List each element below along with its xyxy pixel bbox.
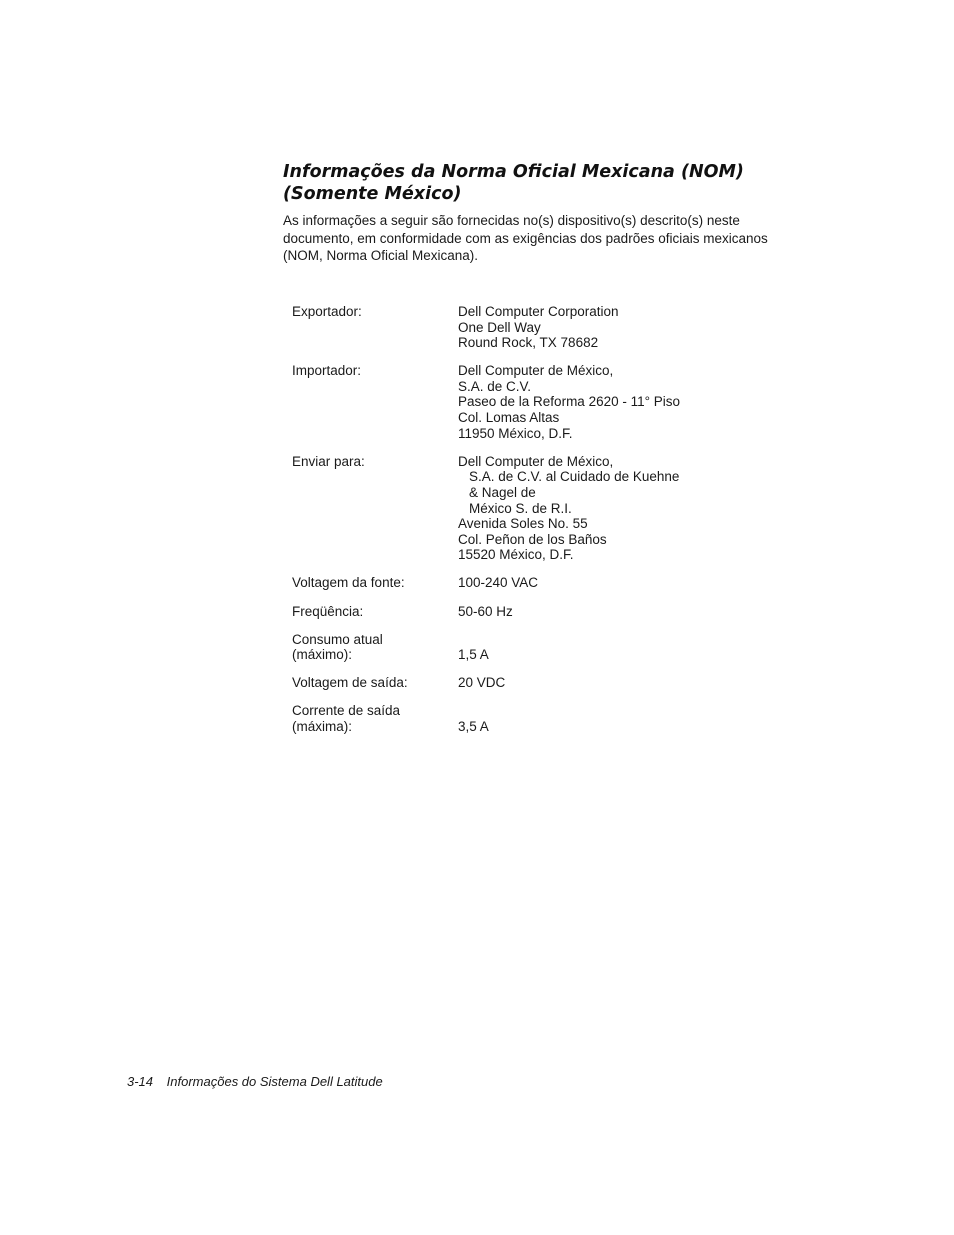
spec-row-consumo-atual <box>292 632 712 663</box>
spec-value-line: Dell Computer Corporation <box>458 304 619 319</box>
spec-value <box>458 703 712 734</box>
spec-label <box>292 454 458 563</box>
spec-label-line: Enviar para: <box>292 453 365 469</box>
spec-label-line: Corrente de saída <box>292 703 401 719</box>
spec-label <box>292 304 458 351</box>
spec-label <box>292 632 458 663</box>
spec-value <box>458 604 712 620</box>
page-footer <box>127 1074 383 1090</box>
spec-label-line: Importador: <box>292 363 362 379</box>
spec-value-line: Dell Computer de México, <box>458 453 614 469</box>
spec-value-line: Col. Lomas Altas <box>458 410 560 426</box>
spec-value-line <box>458 632 712 648</box>
spec-value-line: 20 VDC <box>458 675 506 691</box>
spec-value <box>458 454 712 563</box>
spec-value-line: Dell Computer de México, <box>458 363 614 379</box>
spec-label-line: Freqüência: <box>292 603 364 619</box>
spec-value-line <box>458 703 712 719</box>
spec-row-importador <box>292 363 712 441</box>
spec-label-line: (máxima): <box>292 718 352 734</box>
spec-label-line: Exportador: <box>292 304 362 319</box>
spec-label <box>292 675 458 691</box>
spec-row-voltagem-fonte <box>292 575 712 591</box>
spec-label-line: Consumo atual <box>292 631 383 647</box>
spec-label-line: Voltagem da fonte: <box>292 575 405 591</box>
spec-value-line: One Dell Way <box>458 319 541 335</box>
spec-label <box>292 363 458 441</box>
spec-value-line: & Nagel de <box>469 484 536 500</box>
spec-value <box>458 304 712 351</box>
spec-value-line: S.A. de C.V. al Cuidado de Kuehne <box>469 469 680 485</box>
spec-label-line: (máximo): <box>292 647 352 663</box>
intro-paragraph: As informações a seguir são fornecidas no(s) dispositivo(s) descrito(s) neste documento, em conformidade com as exigências dos padrões oficiais mexicanos (NOM, Norma Oficial Mexicana). <box>283 213 768 263</box>
spec-value <box>458 632 712 663</box>
spec-row-enviar-para <box>292 454 712 563</box>
spec-row-exportador <box>292 304 712 351</box>
spec-row-frequencia <box>292 604 712 620</box>
spec-value-line: 15520 México, D.F. <box>458 547 574 563</box>
spec-value-line: México S. de R.I. <box>469 500 572 516</box>
spec-value-line: S.A. de C.V. <box>458 378 532 394</box>
spec-value <box>458 363 712 441</box>
spec-value-line: 100-240 VAC <box>458 575 539 591</box>
spec-row-voltagem-saida <box>292 675 712 691</box>
spec-value-line: 3,5 A <box>458 718 489 734</box>
spec-value-line: 50-60 Hz <box>458 603 513 619</box>
spec-label <box>292 575 458 591</box>
page-number: 3-14 <box>127 1074 154 1089</box>
spec-value-line: Avenida Soles No. 55 <box>458 516 588 532</box>
spec-value-line: 11950 México, D.F. <box>458 425 573 441</box>
section-heading-line-1: Informações da Norma Oficial Mexicana (NOM) <box>283 162 744 182</box>
spec-value <box>458 575 712 591</box>
spec-value-line: 1,5 A <box>458 647 489 663</box>
spec-value <box>458 675 712 691</box>
spec-value-line: Round Rock, TX 78682 <box>458 335 599 351</box>
spec-label <box>292 604 458 620</box>
spec-value-line: Paseo de la Reforma 2620 - 11° Piso <box>458 394 681 410</box>
book-title: Informações do Sistema Dell Latitude <box>166 1074 383 1089</box>
section-heading-line-2: (Somente México) <box>283 183 462 204</box>
nom-section <box>283 162 803 265</box>
spec-label-line: Voltagem de saída: <box>292 675 408 691</box>
spec-value-line: Col. Peñon de los Baños <box>458 531 607 547</box>
section-heading <box>283 162 803 205</box>
spec-table <box>292 304 712 747</box>
spec-row-corrente-saida <box>292 703 712 734</box>
spec-label <box>292 703 458 734</box>
